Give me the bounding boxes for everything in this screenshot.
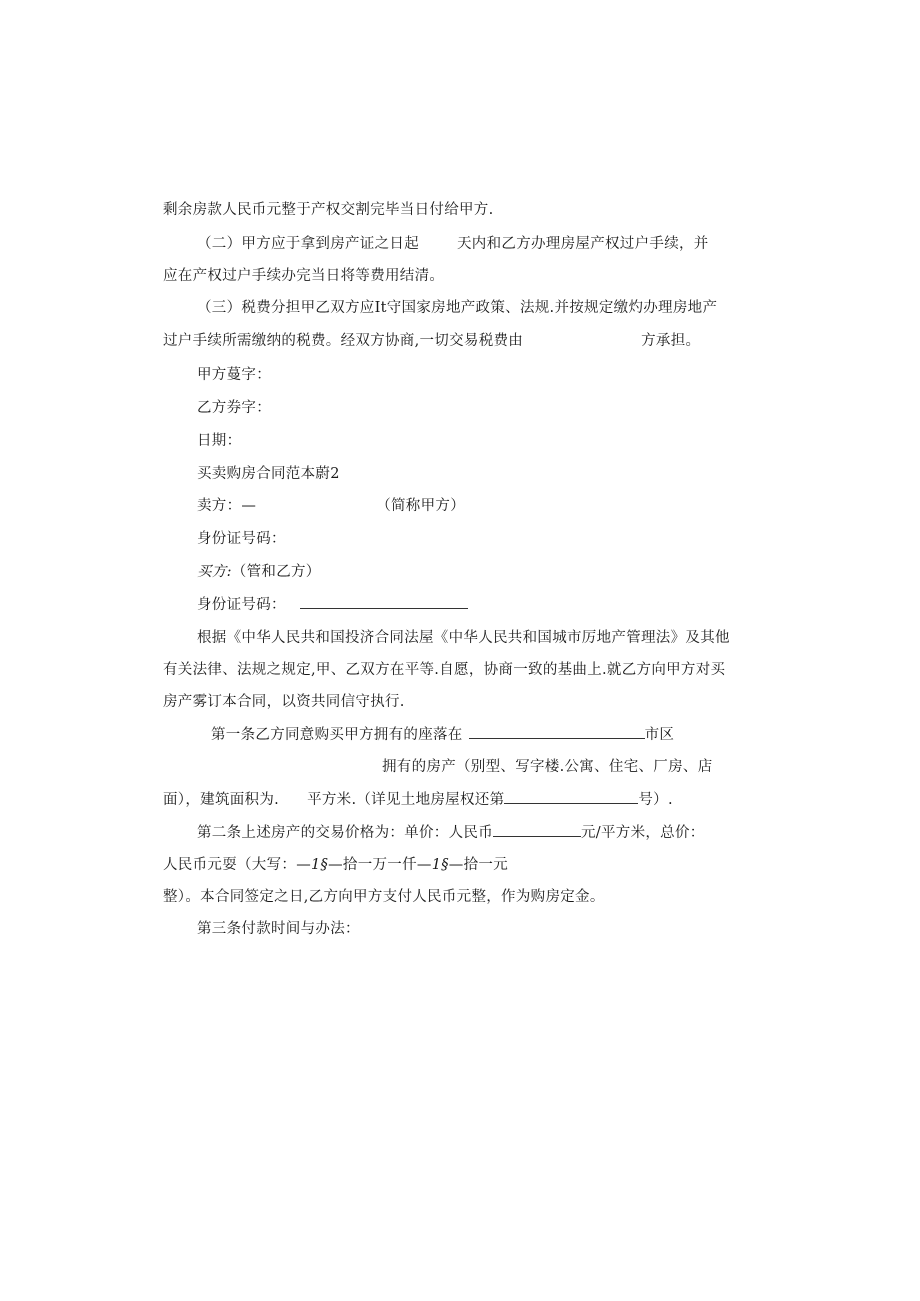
seller-label: 卖方：— xyxy=(197,498,257,514)
city-district-text: 市区 xyxy=(644,727,675,743)
text-line-14-content: 根据《中华人民共和国投济合同法屋《中华人民共和国城市厉地产管理法》及其他 xyxy=(197,630,730,646)
text-line-1-content: 剩余房款人民币元整于产权交割完毕当日付给甲方. xyxy=(163,202,494,218)
article-1-line xyxy=(211,724,674,745)
text-line-15 xyxy=(163,660,725,680)
buyer-id-label: 身份证号码： xyxy=(197,597,286,613)
seller-abbrev: （简称甲方） xyxy=(376,498,466,514)
text-line-2-part-a: （二）甲方应于拿到房产证之日起 xyxy=(197,236,419,252)
party-a-signature-text: 甲方蔓字： xyxy=(197,367,271,383)
text-line-16-content: 房产雾订本合同，以资共同信守执行. xyxy=(163,694,405,710)
seller-id-line xyxy=(197,529,286,549)
article-3-line xyxy=(197,919,360,939)
contract-heading-text: 买卖购房合同范本蔚2 xyxy=(197,466,340,482)
certificate-text: 平方米.（详见土地房屋权还第 xyxy=(307,792,505,808)
amount-symbol-1: § xyxy=(320,857,329,873)
date-label xyxy=(197,431,241,451)
date-text: 日期： xyxy=(197,433,242,449)
article-2-line xyxy=(197,822,705,843)
buyer-id-line xyxy=(197,594,468,615)
text-line-19 xyxy=(163,789,673,810)
text-line-4 xyxy=(197,298,717,318)
text-line-5-part-b: 方承担。 xyxy=(641,333,701,349)
party-a-signature-label xyxy=(197,365,271,385)
amount-end: —拾一元 xyxy=(448,857,508,873)
seller-line xyxy=(197,496,465,516)
text-line-22-content: 整）。本合同签定之日,乙方向甲方支付人民币元整，作为购房定金。 xyxy=(163,889,605,905)
text-line-5-part-a: 过户手续所需缴纳的税费。经双方协商,一切交易税费由 xyxy=(163,333,524,349)
text-line-16 xyxy=(163,692,405,712)
text-line-21 xyxy=(163,855,508,875)
text-line-3 xyxy=(163,266,444,286)
text-line-3-content: 应在产权过户手续办完当日将等费用结清。 xyxy=(163,268,445,284)
text-line-14 xyxy=(197,628,730,648)
text-line-2-part-b: 天内和乙方办理房屋产权过户手续，并 xyxy=(457,236,709,252)
amount-digit-1: 1 xyxy=(311,857,321,873)
unit-price-suffix: 元/平方米，总价： xyxy=(581,825,705,841)
text-line-1 xyxy=(163,200,494,220)
article-2-text: 第二条上述房产的交易价格为：单价：人民币 xyxy=(197,825,493,841)
party-b-signature-label xyxy=(197,398,271,418)
area-label: 面），建筑面积为. xyxy=(163,792,280,808)
seller-id-label: 身份证号码： xyxy=(197,531,286,547)
text-line-4-content: （三）税费分担甲乙双方应It守国家房地产政策、法规.并按规定缴灼办理房地产 xyxy=(197,300,718,316)
text-line-22 xyxy=(163,887,605,907)
article-3-text: 第三条付款时间与办法： xyxy=(197,921,360,937)
buyer-label: 买方: xyxy=(197,564,232,580)
buyer-id-blank xyxy=(300,594,468,609)
article-1-text: 第一条乙方同意购买甲方拥有的座落在 xyxy=(211,727,463,743)
amount-symbol-2: § xyxy=(441,857,449,873)
buyer-line xyxy=(197,562,321,582)
text-line-18-content: 拥有的房产（别型、写字楼.公寓、住宅、厂房、店 xyxy=(382,759,713,775)
text-line-2 xyxy=(197,234,709,254)
text-line-18 xyxy=(382,757,713,777)
total-price-text: 人民币元耍（大写：— xyxy=(163,857,311,873)
certificate-number-blank xyxy=(504,789,638,804)
party-b-signature-text: 乙方券字： xyxy=(197,400,271,416)
unit-price-blank xyxy=(493,822,581,837)
contract-heading xyxy=(197,464,340,484)
amount-middle: —拾一万一仟— xyxy=(328,857,432,873)
location-blank xyxy=(469,724,645,739)
amount-digit-2: 1 xyxy=(431,857,442,873)
buyer-abbrev: （管和乙方） xyxy=(231,564,321,580)
number-suffix: 号）. xyxy=(638,792,673,808)
text-line-15-content: 有关法律、法规之规定,甲、乙双方在平等.自愿，协商一致的基曲上.就乙方向甲方对买 xyxy=(163,662,726,678)
text-line-5 xyxy=(163,331,700,351)
